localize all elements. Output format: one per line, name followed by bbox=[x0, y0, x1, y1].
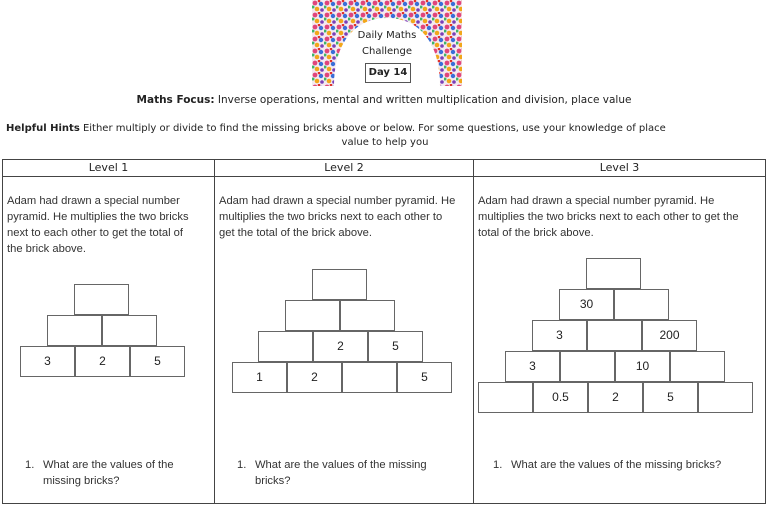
prompt-line: multiplies the two bricks next to each other to bbox=[219, 211, 443, 223]
brick[interactable]: 5 bbox=[368, 331, 423, 362]
question-line: missing bricks? bbox=[43, 475, 120, 487]
brick[interactable] bbox=[478, 382, 533, 413]
helpful-hints-line1 bbox=[6, 122, 764, 136]
prompt-line: pyramid. He multiplies the two bricks bbox=[7, 211, 189, 223]
level-3-question bbox=[493, 457, 763, 473]
brick[interactable]: 1 bbox=[232, 362, 287, 393]
brick[interactable] bbox=[312, 269, 367, 300]
question-number: 1. bbox=[25, 459, 35, 471]
brick[interactable]: 3 bbox=[20, 346, 75, 377]
question-line: What are the values of the missing bricks? bbox=[511, 459, 722, 471]
brick[interactable] bbox=[560, 351, 615, 382]
brick[interactable]: 3 bbox=[532, 320, 587, 351]
brick[interactable] bbox=[587, 320, 642, 351]
question-line: What are the values of the missing bbox=[255, 459, 427, 471]
banner-title-line1: Daily Maths bbox=[357, 30, 417, 41]
brick[interactable]: 5 bbox=[397, 362, 452, 393]
prompt-line: the brick above. bbox=[7, 243, 86, 255]
brick[interactable] bbox=[258, 331, 313, 362]
level-1-question bbox=[25, 457, 210, 489]
prompt-line: get the total of the brick above. bbox=[219, 227, 372, 239]
level-2-question bbox=[237, 457, 467, 489]
daily-maths-banner bbox=[312, 0, 462, 86]
prompt-line: Adam had drawn a special number bbox=[7, 195, 180, 207]
brick[interactable] bbox=[698, 382, 753, 413]
helpful-hints-label: Helpful Hints bbox=[6, 123, 80, 134]
levels-table bbox=[2, 159, 766, 504]
level-3-header: Level 3 bbox=[474, 160, 766, 177]
brick[interactable]: 10 bbox=[615, 351, 670, 382]
prompt-line: multiplies the two bricks next to each other to get the bbox=[478, 211, 739, 223]
level-3-cell bbox=[474, 177, 766, 504]
level-1-header: Level 1 bbox=[3, 160, 215, 177]
maths-focus-text: Inverse operations, mental and written multiplication and division, place value bbox=[217, 94, 632, 106]
level-1-cell bbox=[3, 177, 215, 504]
level-3-prompt bbox=[478, 193, 739, 241]
brick[interactable]: 2 bbox=[287, 362, 342, 393]
brick[interactable]: 0.5 bbox=[533, 382, 588, 413]
brick[interactable]: 2 bbox=[588, 382, 643, 413]
levels-header-row bbox=[3, 160, 766, 177]
prompt-line: next to each other to get the total of bbox=[7, 227, 184, 239]
brick[interactable] bbox=[586, 258, 641, 289]
question-number: 1. bbox=[493, 459, 503, 471]
level-1-prompt bbox=[7, 193, 189, 257]
brick[interactable] bbox=[285, 300, 340, 331]
brick[interactable]: 5 bbox=[130, 346, 185, 377]
prompt-line: Adam had drawn a special number pyramid. He bbox=[478, 195, 715, 207]
day-label: Day 14 bbox=[365, 63, 411, 83]
brick[interactable] bbox=[614, 289, 669, 320]
helpful-hints-text-2: value to help you bbox=[341, 137, 429, 148]
question-line: What are the values of the bbox=[43, 459, 174, 471]
maths-focus-label: Maths Focus: bbox=[136, 94, 215, 106]
brick[interactable] bbox=[74, 284, 129, 315]
brick[interactable]: 2 bbox=[75, 346, 130, 377]
brick[interactable]: 30 bbox=[559, 289, 614, 320]
brick[interactable] bbox=[670, 351, 725, 382]
level-2-prompt bbox=[219, 193, 455, 241]
level-2-header: Level 2 bbox=[215, 160, 474, 177]
helpful-hints bbox=[6, 122, 764, 150]
helpful-hints-text-1: Either multiply or divide to find the missing bricks above or below. For some questions, use your knowledge of place bbox=[82, 123, 666, 134]
prompt-line: total of the brick above. bbox=[478, 227, 594, 239]
brick[interactable]: 3 bbox=[505, 351, 560, 382]
brick[interactable] bbox=[340, 300, 395, 331]
brick[interactable] bbox=[102, 315, 157, 346]
prompt-line: Adam had drawn a special number pyramid. He bbox=[219, 195, 456, 207]
question-number: 1. bbox=[237, 459, 247, 471]
banner-title-line2: Challenge bbox=[362, 46, 412, 57]
brick[interactable] bbox=[342, 362, 397, 393]
level-2-cell bbox=[215, 177, 474, 504]
levels-content-row bbox=[3, 177, 766, 504]
maths-focus bbox=[0, 94, 768, 106]
brick[interactable]: 5 bbox=[643, 382, 698, 413]
question-line: bricks? bbox=[255, 475, 291, 487]
brick[interactable] bbox=[47, 315, 102, 346]
brick[interactable]: 200 bbox=[642, 320, 697, 351]
brick[interactable]: 2 bbox=[313, 331, 368, 362]
